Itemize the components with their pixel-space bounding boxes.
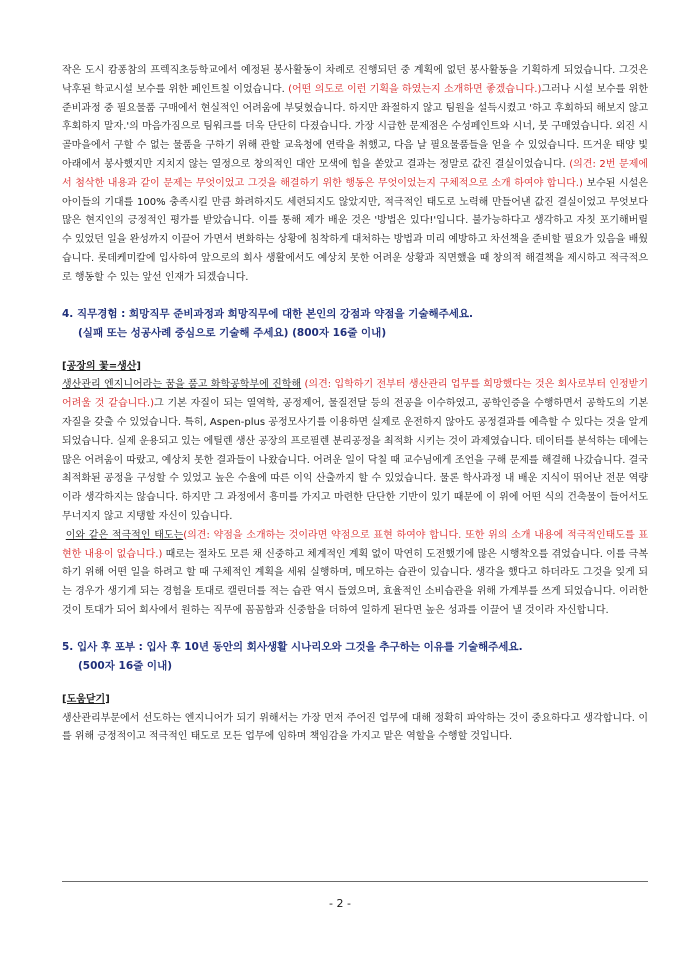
question-4-heading (62, 305, 648, 343)
document-page (62, 62, 648, 747)
review-comment: (의견: 약점을 소개하는 것이라면 약점으로 표현 하여야 합니다. 또한 위의 소개 내용에 적극적인태도를 표현한 내용이 없습니다.) (62, 529, 649, 560)
review-comment: (의견: 입학하기 전부터 생산관리 업무를 희망했다는 것은 회사로부터 인정받기 어려울 것 같습니다.) (62, 379, 649, 410)
section-title-text: [공장의 꽃=생산] (62, 360, 141, 372)
paragraph-weakness (62, 527, 648, 621)
paragraph-text: 생산관리부문에서 선도하는 엔지니어가 되기 위해서는 가장 먼저 주어진 업무에 대해 정확히 파악하는 것이 중요하다고 생각합니다. 이를 위해 긍정적이고 적극적인 태도로 모든 업무에 임하며 책임감을 가지고 맡은 역할을 수행할 것입니다. (62, 712, 648, 743)
paragraph-text: 그 기본 자질이 되는 열역학, 공정제어, 물질전달 등의 전공을 이수하였고, 공학인증을 수행하면서 공학도의 기본 자질을 갖출 수 있었습니다. 특히, Aspen-plus 공정모사기를 이용하면 실제로 운전하지 않아도 공정결과를 예측할 수 있다는 것을 알게 되었습니다. 실제 운용되고 있는 에틸렌 생산 공장의 프로필렌 분리공정을 최적화 시키는 것이 과제였습니다. 데이터를 분석하는 데에는 많은 어려움이 따랐고, 예상치 못한 결과들이 나왔습니다. 어려운 일이 닥칠 때 교수님에게 조언을 구해 문제를 해결해 나갔습니다. 결국 최적화된 공정을 구성할 수 있었고 높은 수율에 따른 이익 산출까지 할 수 있었습니다. 물론 학사과정 내 배운 지식이 뛰어난 전문 역량이라 생각하지는 않습니다. 하지만 그 과정에서 흥미를 가지고 마련한 단단한 기반이 있기 때문에 이 위에 어떤 식의 건축물이 들어서도 무너지지 않고 지탱할 자신이 있습니다. (62, 398, 648, 522)
paragraph-text: 작은 도시 캄퐁참의 프렉직초등학교에서 예정된 봉사활동이 차례로 진행되던 중 계획에 없던 봉사활동을 기획하게 되었습니다. 그것은 낙후된 학교시설 보수를 위한 페인트칠 이었습니다. (62, 65, 648, 95)
question-5-instruction: (500자 16줄 이내) (78, 659, 173, 672)
question-5-heading (62, 638, 648, 676)
paragraph-text: 그러나 시설 보수를 위한 준비과정 중 필요물품 구매에서 현실적인 어려움에 부딪혔습니다. 하지만 좌절하지 않고 팀원을 설득시켰고 '하고 후회하되 해보지 않고 후회하지 말자.'의 마음가짐으로 팀워크를 더욱 단단히 다졌습니다. 가장 시급한 문제점은 수성페인트와 시너, 붓 구매였습니다. 외진 시골마을에서 구할 수 없는 물품을 구하기 위해 관할 교육청에 연락을 취했고, 다음 날 필요물품들을 얻을 수 있었습니다. 뜨거운 태양 빛 아래에서 봉사했지만 지치지 않는 열정으로 창의적인 대안 모색에 힘을 쏟았고 결과는 정말로 값진 결실이었습니다. (62, 83, 648, 170)
paragraph-text: 때로는 절차도 모른 채 신중하고 체계적인 계획 없이 막연히 도전했기에 많은 시행착오를 겪었습니다. 이를 극복하기 위해 어떤 일을 하려고 할 때 구체적인 계획을 세워 실행하며, 메모하는 습관이 있습니다. 생각을 했다고 하더라도 그것을 잊게 되는 경우가 생기게 되는 경험을 토대로 캘린더를 적는 습관 역시 들였으며, 효율적인 소비습관을 위해 가계부를 쓰게 되었습니다. 이러한 것이 토대가 되어 회사에서 원하는 직무에 꼼꼼함과 신중함을 더하여 일하게 된다면 높은 성과를 이끌어 낼 것이라 자신합니다. (62, 548, 648, 616)
section-title-text: [도움닫기] (62, 693, 110, 705)
paragraph-aspiration (62, 710, 648, 748)
question-4-title: 4. 직무경험 : 희망직무 준비과정과 희망직무에 대한 본인의 강점과 약점을 기술해주세요. (62, 307, 474, 320)
paragraph-text: 보수된 시설은 아이들의 기대를 100% 충족시킬 만큼 화려하지도 세련되지도 않았지만, 적극적인 태도로 노력해 만들어낸 값진 결실이었고 무엇보다 많은 현지인의 긍정적인 평가를 받았습니다. 이를 통해 제가 배운 것은 '방법은 있다!'입니다. 불가능하다고 생각하고 자칫 포기해버릴 수 있었던 일을 완성까지 이끌어 가면서 변화하는 상황에 침착하게 대처하는 방법과 미리 예방하고 차선책을 준비할 필요가 있음을 배웠습니다. 롯데케미칼에 입사하여 앞으로의 회사 생활에서도 예상치 못한 어려운 상황과 직면했을 때 창의적 해결책을 제시하고 적극적으로 행동할 수 있는 앞선 인재가 되겠습니다. (62, 177, 648, 283)
page-number: - 2 - (329, 897, 351, 910)
paragraph-volunteer-story (62, 62, 648, 288)
section-title (62, 691, 648, 710)
question-5-title: 5. 입사 후 포부 : 입사 후 10년 동안의 회사생활 시나리오와 그것을 추구하는 이유를 기술해주세요. (62, 640, 523, 653)
footer-divider (62, 881, 648, 882)
section-title (62, 358, 648, 377)
question-4-instruction: (실패 또는 성공사례 중심으로 기술해 주세요) (800자 16줄 이내) (78, 326, 387, 339)
paragraph-text: 이와 같은 적극적인 태도는 (65, 529, 184, 541)
review-comment: (어떤 의도로 이런 기획을 하였는지 소개하면 좋겠습니다.) (288, 83, 542, 95)
paragraph-job-experience (62, 376, 648, 526)
review-comment: (의견: 2번 문제에서 첨삭한 내용과 같이 문제는 무엇이었고 그것을 해결하기 위한 행동은 무엇이었는지 구체적으로 소개 하여야 합니다.) (62, 158, 649, 189)
paragraph-text: 생산관리 엔지니어라는 꿈을 품고 화학공학부에 진학해 (62, 379, 302, 391)
